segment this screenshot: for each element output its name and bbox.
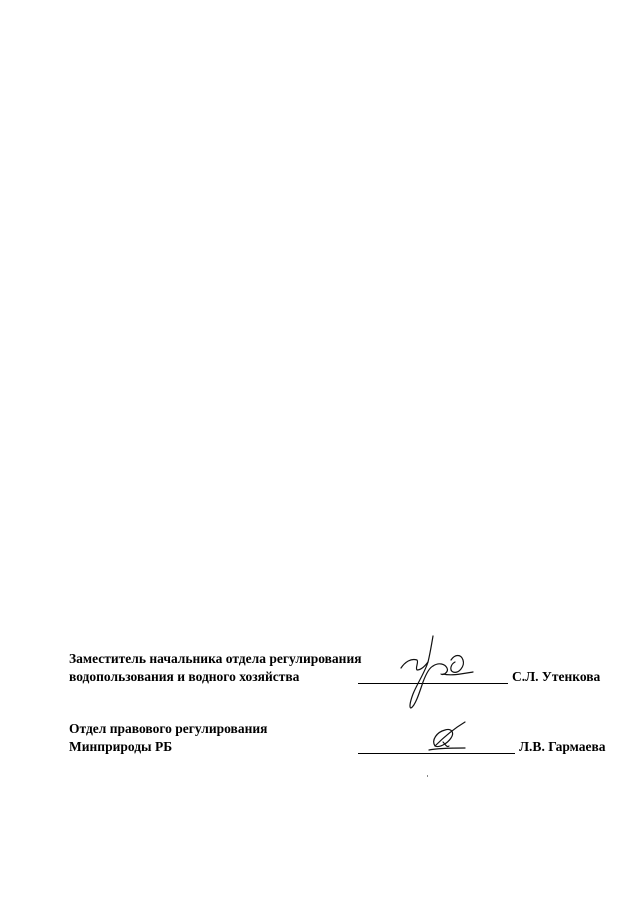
position-title-line-2: водопользования и водного хозяйства [69,669,300,684]
position-title-line-1: Заместитель начальника отдела регулирования [69,651,362,666]
department-title-line-2: Минприроды РБ [69,739,173,754]
signatory-name: Л.В. Гармаева [519,739,606,754]
signature-line [358,683,508,684]
department-title-line-1: Отдел правового регулирования [69,721,268,736]
approval-block-legal-department [0,718,640,762]
scan-speck [427,775,428,777]
approval-block-deputy-head [0,648,640,692]
signatory-name: С.Л. Утенкова [512,669,601,684]
signature-line [358,753,515,754]
